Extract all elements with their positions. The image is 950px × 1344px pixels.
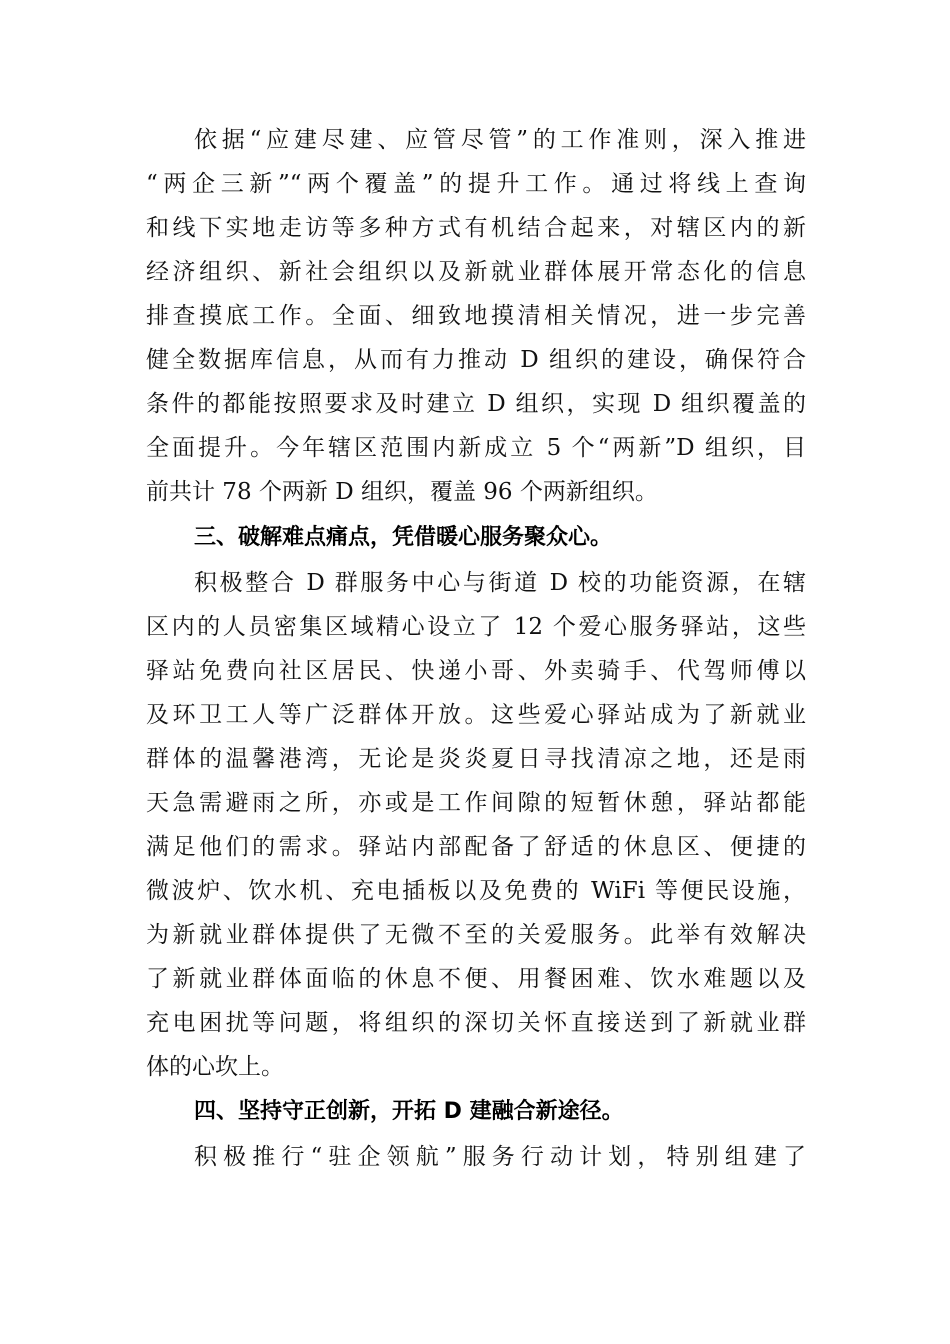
paragraph-2-line-12: 体的心坎上。: [146, 1054, 284, 1080]
paragraph-1-line-5: 排查摸底工作。全面、细致地摸清相关情况，进一步完善: [146, 303, 806, 329]
paragraph-2-line-6: 天急需避雨之所，亦或是工作间隙的短暂休憩，驿站都能: [146, 790, 806, 816]
paragraph-2-line-2: 区内的人员密集区域精心设立了 12 个爱心服务驿站，这些: [146, 614, 806, 640]
section-heading-3: 三、破解难点痛点，凭借暖心服务聚众心。: [194, 525, 613, 550]
paragraph-1-line-6: 健全数据库信息，从而有力推动 D 组织的建设，确保符合: [146, 347, 806, 373]
paragraph-2-line-11: 充电困扰等问题，将组织的深切关怀直接送到了新就业群: [146, 1010, 806, 1036]
paragraph-2-line-9: 为新就业群体提供了无微不至的关爱服务。此举有效解决: [146, 922, 806, 948]
paragraph-1-line-4: 经济组织、新社会组织以及新就业群体展开常态化的信息: [146, 259, 806, 285]
paragraph-2-line-5: 群体的温馨港湾，无论是炎炎夏日寻找清凉之地，还是雨: [146, 746, 806, 772]
paragraph-3-line-1: 积极推行“驻企领航”服务行动计划，特别组建了: [194, 1144, 806, 1170]
paragraph-2-line-4: 及环卫工人等广泛群体开放。这些爱心驿站成为了新就业: [146, 702, 806, 728]
paragraph-1-line-1: 依据“应建尽建、应管尽管”的工作准则，深入推进: [194, 127, 806, 153]
paragraph-2-line-7: 满足他们的需求。驿站内部配备了舒适的休息区、便捷的: [146, 834, 806, 860]
paragraph-1-line-8: 全面提升。今年辖区范围内新成立 5 个“两新”D 组织，目: [146, 435, 806, 461]
paragraph-2-line-10: 了新就业群体面临的休息不便、用餐困难、饮水难题以及: [146, 966, 806, 992]
paragraph-1-line-9: 前共计 78 个两新 D 组织，覆盖 96 个两新组织。: [146, 479, 658, 505]
paragraph-2-line-8: 微波炉、饮水机、充电插板以及免费的 WiFi 等便民设施，: [146, 878, 806, 904]
paragraph-1-line-7: 条件的都能按照要求及时建立 D 组织，实现 D 组织覆盖的: [146, 391, 806, 417]
paragraph-1-line-3: 和线下实地走访等多种方式有机结合起来，对辖区内的新: [146, 215, 806, 241]
paragraph-2-line-1: 积极整合 D 群服务中心与街道 D 校的功能资源，在辖: [194, 570, 806, 596]
paragraph-1-line-2: “两企三新”“两个覆盖”的提升工作。通过将线上查询: [146, 171, 806, 197]
section-heading-4: 四、坚持守正创新，开拓 D 建融合新途径。: [194, 1099, 624, 1124]
paragraph-2-line-3: 驿站免费向社区居民、快递小哥、外卖骑手、代驾师傅以: [146, 658, 806, 684]
